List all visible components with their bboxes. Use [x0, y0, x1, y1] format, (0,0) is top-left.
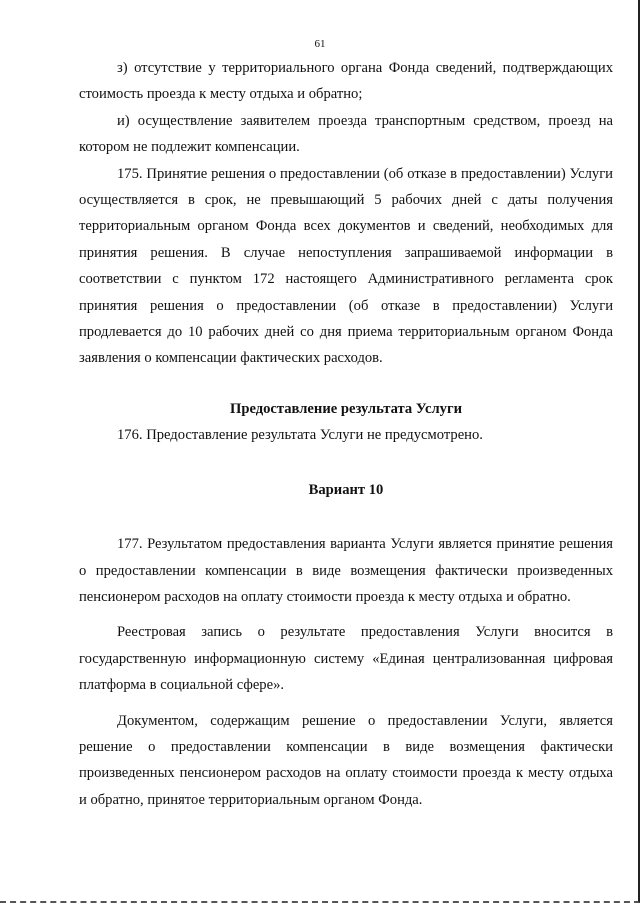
paragraph-175: 175. Принятие решения о предоставлении (об отказе в предоставлении) Услуги осуществляется в срок, не превышающий 5 рабочих дней с даты получения территориальным органом Фонда всех документов и сведений, необходимых для принятия решения. В случае непоступления запрашиваемой информации в соответствии с пунктом 172 настоящего Административного регламента срок принятия решения о предоставлении (об отказе в предоставлении) Услуги продлевается до 10 рабочих дней со дня приема территориальным органом Фонда заявления о компенсации фактических расходов.: [79, 165, 613, 367]
section-heading-variant: Вариант 10: [308, 481, 384, 498]
paragraph-result-document: Документом, содержащим решение о предоставлении Услуги, является решение о предоставлении компенсации в виде возмещения фактически произведенных пенсионером расходов на оплату стоимости проезда к месту отдыха и обратно, принятое территориальным органом Фонда.: [79, 712, 613, 808]
paragraph-176: 176. Предоставление результата Услуги не предусмотрено.: [117, 427, 483, 444]
page-number: 61: [314, 38, 326, 50]
paragraph-item-i: и) осуществление заявителем проезда транспортным средством, проезд на котором не подлежит компенсации.: [79, 112, 613, 156]
paragraph-item-z: з) отсутствие у территориального органа Фонда сведений, подтверждающих стоимость проезда к месту отдыха и обратно;: [79, 60, 613, 103]
paragraph-177: 177. Результатом предоставления варианта Услуги является принятие решения о предоставлении компенсации в виде возмещения фактически произведенных пенсионером расходов на оплату стоимости проезда к месту отдыха и обратно.: [79, 536, 613, 605]
section-heading-result: Предоставление результата Услуги: [230, 400, 462, 417]
paragraph-registry-record: Реестровая запись о результате предоставления Услуги вносится в государственную информационную систему «Единая централизованная цифровая платформа в социальной сфере».: [79, 624, 613, 694]
document-body: [79, 55, 613, 813]
